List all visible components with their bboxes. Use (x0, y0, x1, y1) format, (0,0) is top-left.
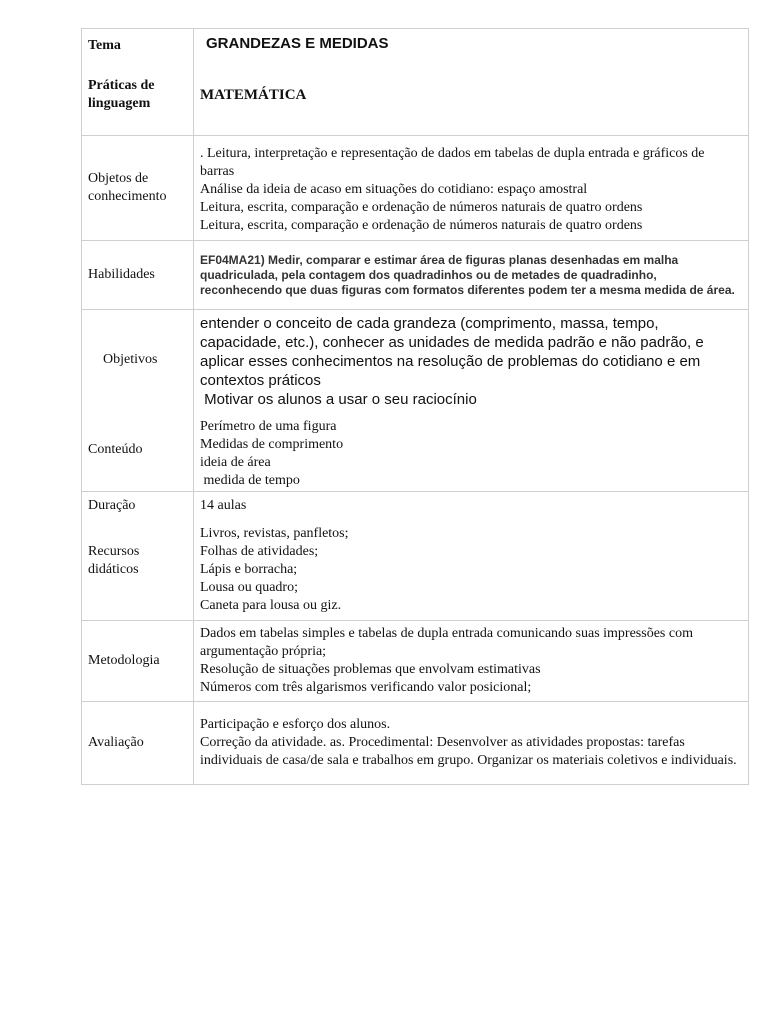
lesson-plan-table (81, 28, 749, 785)
objetos-line: Leitura, escrita, comparação e ordenação de números naturais de quatro ordens (200, 218, 643, 233)
lesson-plan-page (81, 28, 748, 785)
label-praticas: Práticas de linguagem (88, 78, 155, 111)
recursos-line: Lousa ou quadro; (200, 580, 298, 595)
label-avaliacao: Avaliação (88, 735, 144, 750)
value-cell (194, 29, 749, 136)
duracao-value: 14 aulas (200, 498, 247, 513)
conteudo-line: Perímetro de uma figura (200, 419, 337, 434)
row-objetivos-conteudo (82, 310, 749, 492)
label-cell (82, 621, 194, 702)
label-cell (82, 241, 194, 310)
conteudo-list (200, 418, 742, 490)
label-objetivos: Objetivos (103, 352, 158, 367)
metodologia-line: Números com três algarismos verificando valor posicional; (200, 680, 532, 695)
label-cell (82, 492, 194, 621)
metodologia-line: Dados em tabelas simples e tabelas de dupla entrada comunicando suas impressões com argumentação própria; (200, 626, 693, 659)
recursos-line: Livros, revistas, panfletos; (200, 526, 349, 541)
metodologia-line: Resolução de situações problemas que envolvam estimativas (200, 662, 541, 677)
tema-value: GRANDEZAS E MEDIDAS (206, 35, 389, 52)
row-metodologia (82, 621, 749, 702)
row-duracao-recursos (82, 492, 749, 621)
conteudo-line: medida de tempo (200, 473, 300, 488)
value-cell (194, 310, 749, 492)
conteudo-line: ideia de área (200, 455, 271, 470)
recursos-list (200, 525, 742, 615)
recursos-line: Caneta para lousa ou giz. (200, 598, 342, 613)
label-tema: Tema (88, 38, 121, 53)
row-habilidades (82, 241, 749, 310)
habilidades-code: EF04MA21) (200, 252, 265, 267)
label-metodologia: Metodologia (88, 653, 160, 668)
conteudo-line: Medidas de comprimento (200, 437, 344, 452)
praticas-value: MATEMÁTICA (200, 87, 307, 103)
recursos-line: Folhas de atividades; (200, 544, 319, 559)
label-habilidades: Habilidades (88, 267, 155, 282)
value-cell (194, 621, 749, 702)
objetivos-line: entender o conceito de cada grandeza (comprimento, massa, tempo, capacidade, etc.), conhecer as unidades de medida padrão e não padrão, e aplicar esses conhecimentos na resolução de problemas do cotidiano e em contextos práticos (200, 315, 704, 389)
value-cell (194, 241, 749, 310)
objetos-line: . Leitura, interpretação e representação de dados em tabelas de dupla entrada e gráficos de barras (200, 146, 705, 179)
avaliacao-line: Participação e esforço dos alunos. (200, 717, 391, 732)
value-cell (194, 702, 749, 785)
objetos-line: Análise da ideia de acaso em situações do cotidiano: espaço amostral (200, 182, 588, 197)
row-avaliacao (82, 702, 749, 785)
label-cell (82, 136, 194, 241)
value-cell (194, 136, 749, 241)
value-cell (194, 492, 749, 621)
recursos-line: Lápis e borracha; (200, 562, 298, 577)
label-cell (82, 310, 194, 492)
habilidades-text: Medir, comparar e estimar área de figuras planas desenhadas em malha quadriculada, pela contagem dos quadradinhos ou de metades de quadradinho, reconhecendo que duas figuras com formatos diferentes podem ter a mesma medida de área. (200, 252, 735, 297)
objetivos-text (200, 314, 742, 409)
label-cell (82, 29, 194, 136)
objetivos-line: Motivar os alunos a usar o seu raciocínio (200, 391, 477, 408)
row-objetos (82, 136, 749, 241)
label-conteudo: Conteúdo (88, 442, 143, 457)
label-duracao: Duração (88, 498, 136, 513)
avaliacao-line: Correção da atividade. as. Procedimental: Desenvolver as atividades propostas: tarefas individuais de casa/de sala e trabalhos em grupo. Organizar os materiais coletivos e individuais. (200, 735, 737, 768)
label-cell (82, 702, 194, 785)
label-recursos: Recursos didáticos (88, 544, 140, 577)
row-tema-praticas (82, 29, 749, 136)
label-objetos: Objetos de conhecimento (88, 171, 167, 204)
objetos-line: Leitura, escrita, comparação e ordenação de números naturais de quatro ordens (200, 200, 643, 215)
